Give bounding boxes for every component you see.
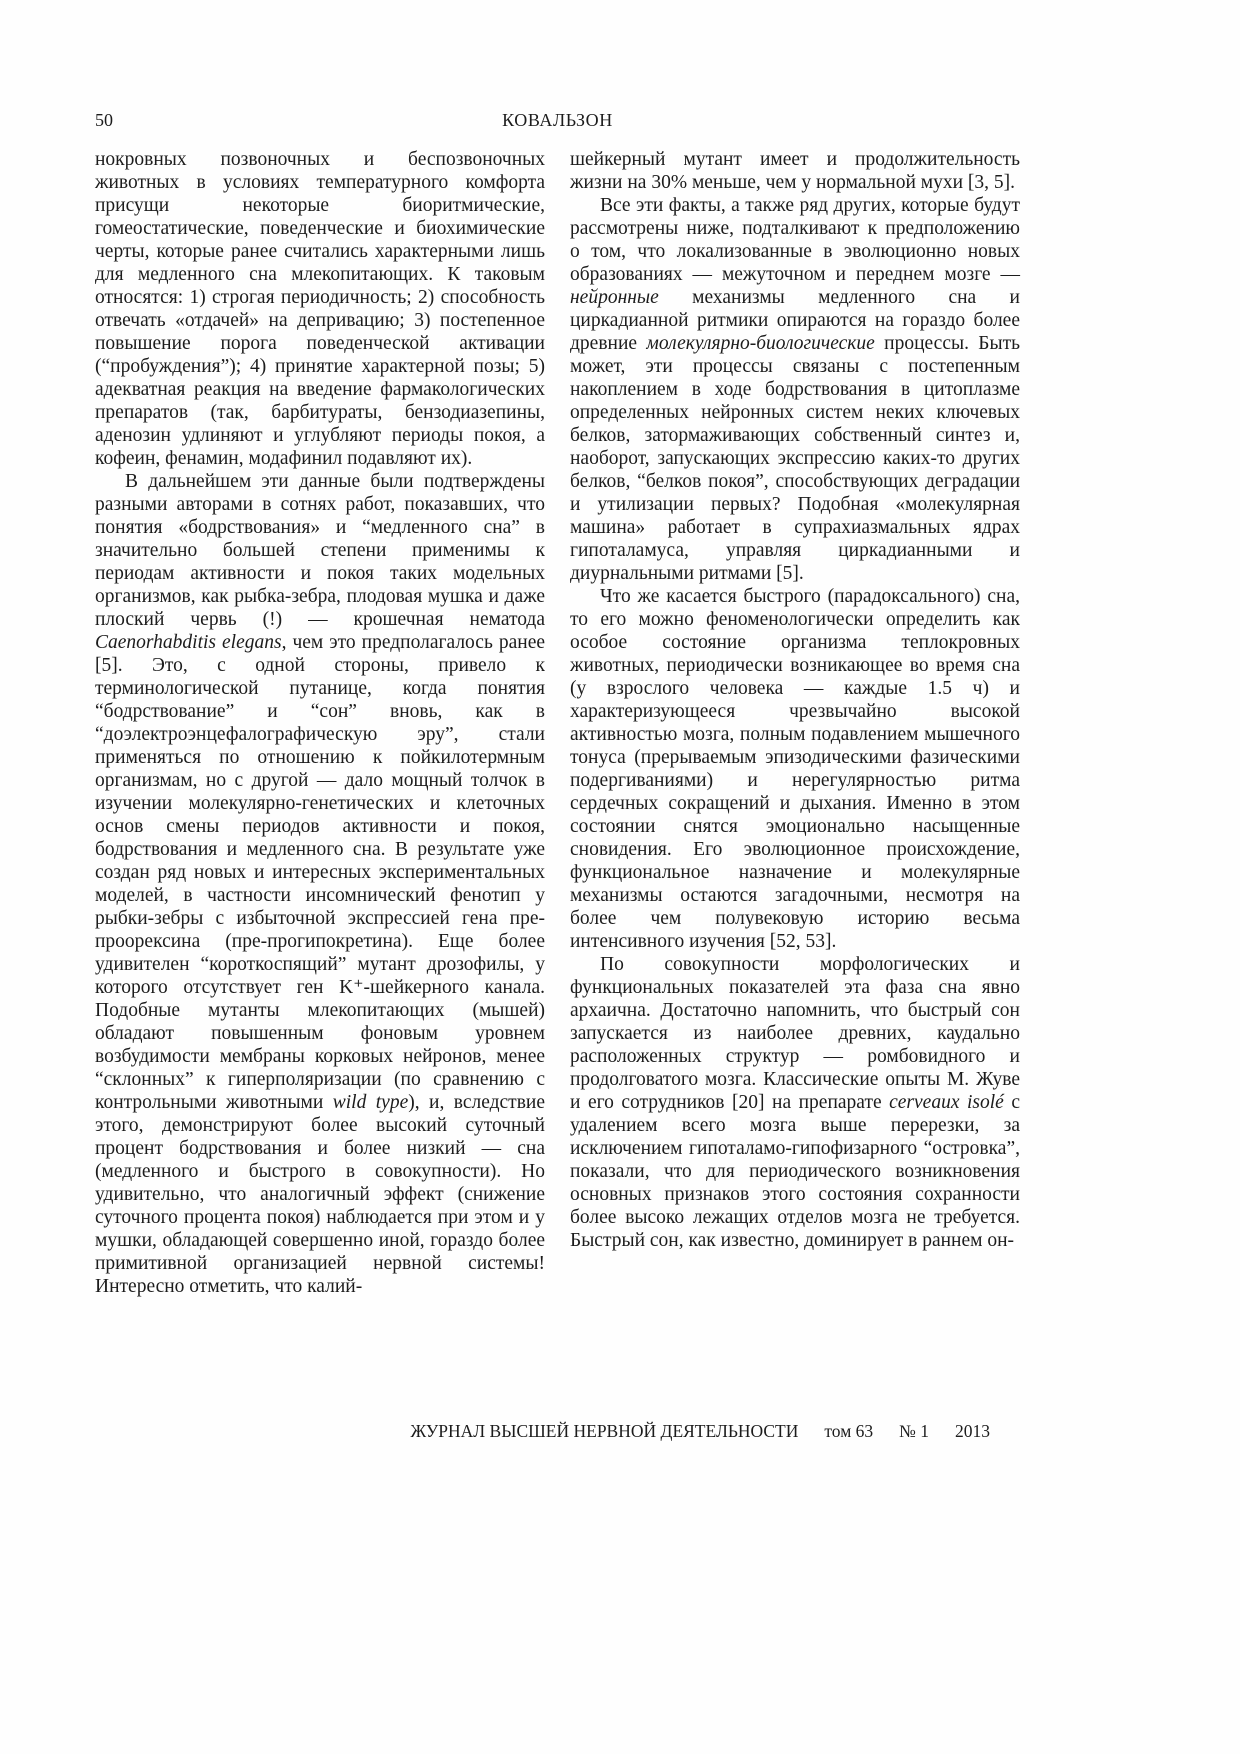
paragraph bbox=[95, 470, 545, 1298]
paragraph bbox=[570, 194, 1020, 585]
italic-text-run: молекулярно-биологические bbox=[646, 333, 875, 354]
text-run: , чем это предполагалось ранее [5]. Это, с одной стороны, привело к терминологической путанице, когда понятия “бодрствование” и “сон” вновь, как в “доэлектроэнцефалографическую эру”, стали применяться по отношению к пойкилотермным организмам, но с другой — дало мощный толчок в изучении молекулярно-генетических и клеточных основ смены периодов активности и покоя, бодрствования и медленного сна. В результате уже создан ряд новых и интересных экспериментальных моделей, в частности инсомнический фенотип у рыбки-зебры с избыточной экспрессией гена пре-проорексина (пре-прогипокретина). Еще более удивителен “короткоспящий” мутант дрозофилы, у которого отсутствует ген K⁺-шейкерного канала. Подобные мутанты млекопитающих (мышей) обладают повышенным фоновым уровнем возбудимости мембраны корковых нейронов, менее “склонных” к гиперполяризации (по сравнению с контрольными животными bbox=[95, 632, 545, 1113]
page-header bbox=[95, 110, 1020, 134]
article-body bbox=[95, 148, 1020, 1298]
footer-year: 2013 bbox=[955, 1421, 990, 1441]
paragraph bbox=[570, 148, 1020, 194]
text-run: В дальнейшем эти данные были подтверждены разными авторами в сотнях работ, показавших, что понятия «бодрствования» и “медленного сна” в значительно большей степени применимы к периодам активности и покоя таких модельных организмов, как рыбка-зебра, плодовая мушка и даже плоский червь (!) — крошечная нематода bbox=[95, 471, 545, 630]
paragraph bbox=[570, 585, 1020, 953]
text-run: шейкерный мутант имеет и продолжительность жизни на 30% меньше, чем у нормальной мухи [3, 5]. bbox=[570, 149, 1020, 193]
text-column-left bbox=[95, 148, 545, 1298]
italic-text-run: cerveaux isolé bbox=[889, 1092, 1004, 1113]
text-run: ), и, вследствие этого, демонстрируют более высокий суточный процент бодрствования и более низкий — сна (медленного и быстрого в совокупности). Но удивительно, что аналогичный эффект (снижение суточного процента покоя) наблюдается при этом и у мушки, обладающей совершенно иной, гораздо более примитивной организацией нервной системы! Интересно отметить, что калий- bbox=[95, 1092, 546, 1297]
italic-text-run: нейронные bbox=[570, 287, 659, 308]
text-run: нокровных позвоночных и беспозвоночных животных в условиях температурного комфорта присущи некоторые биоритмические, гомеостатические, поведенческие и биохимические черты, которые ранее считались характерными лишь для медленного сна млекопитающих. К таковым относятся: 1) строгая периодичность; 2) способность отвечать «отдачей» на депривацию; 3) постепенное повышение порога поведенческой активации (“пробуждения”); 4) принятие характерной позы; 5) адекватная реакция на введение фармакологических препаратов (так, барбитураты, бензодиазепины, аденозин удлиняют и углубляют периоды покоя, а кофеин, фенамин, модафинил подавляют их). bbox=[95, 149, 545, 469]
text-run: По совокупности морфологических и функциональных показателей эта фаза сна явно архаична. Достаточно напомнить, что быстрый сон запускается из наиболее древних, каудально расположенных структур — ромбовидного и продолговатого мозга. Классические опыты М. Жуве и его сотрудников [20] на препарате bbox=[570, 954, 1020, 1113]
paragraph bbox=[570, 953, 1020, 1252]
text-run: механизмы медленного сна и циркадианной ритмики опираются на гораздо более древние bbox=[570, 287, 1020, 354]
paragraph bbox=[95, 148, 545, 470]
page-number: 50 bbox=[95, 110, 113, 130]
text-run: процессы. Быть может, эти процессы связаны с постепенным накоплением в ходе бодрствования в цитоплазме определенных нейронных систем неких ключевых белков, затормаживающих собственный синтез и, наоборот, запускающих экспрессию каких-то других белков, “белков покоя”, способствующих деградации и утилизации первых? Подобная «молекулярная машина» работает в супрахиазмальных ядрах гипоталамуса, управляя циркадианными и диурнальными ритмами [5]. bbox=[570, 333, 1021, 584]
text-run: с удалением всего мозга выше перерезки, за исключением гипоталамо-гипофизарного “островка”, показали, что для периодического возникновения основных признаков этого состояния сохранности более высоко лежащих отделов мозга не требуется. Быстрый сон, как известно, доминирует в раннем он- bbox=[570, 1092, 1020, 1251]
text-run: Все эти факты, а также ряд других, которые будут рассмотрены ниже, подталкивают к предположению о том, что локализованные в эволюционно новых образованиях — межуточном и переднем мозге — bbox=[570, 195, 1020, 285]
text-run: Что же касается быстрого (парадоксального) сна, то его можно феноменологически определить как особое состояние организма теплокровных животных, периодически возникающее во время сна (у взрослого человека — каждые 1.5 ч) и характеризующееся чрезвычайно высокой активностью мозга, полным подавлением мышечного тонуса (прерываемым эпизодическими фазическими подергиваниями) и нерегулярностью ритма сердечных сокращений и дыхания. Именно в этом состоянии снятся эмоционально насыщенные сновидения. Его эволюционное происхождение, функциональное назначение и молекулярные механизмы остаются загадочными, несмотря на более чем полувековую историю весьма интенсивного изучения [52, 53]. bbox=[570, 586, 1020, 952]
text-column-right bbox=[570, 148, 1020, 1298]
italic-text-run: wild type bbox=[332, 1092, 409, 1113]
footer-journal-title: ЖУРНАЛ ВЫСШЕЙ НЕРВНОЙ ДЕЯТЕЛЬНОСТИ bbox=[410, 1421, 799, 1441]
italic-text-run: Caenorhabditis elegans bbox=[95, 632, 282, 653]
running-title: КОВАЛЬЗОН bbox=[502, 110, 613, 130]
footer-issue: № 1 bbox=[899, 1421, 929, 1441]
footer-volume: том 63 bbox=[824, 1421, 874, 1441]
page-footer bbox=[95, 1421, 1020, 1442]
